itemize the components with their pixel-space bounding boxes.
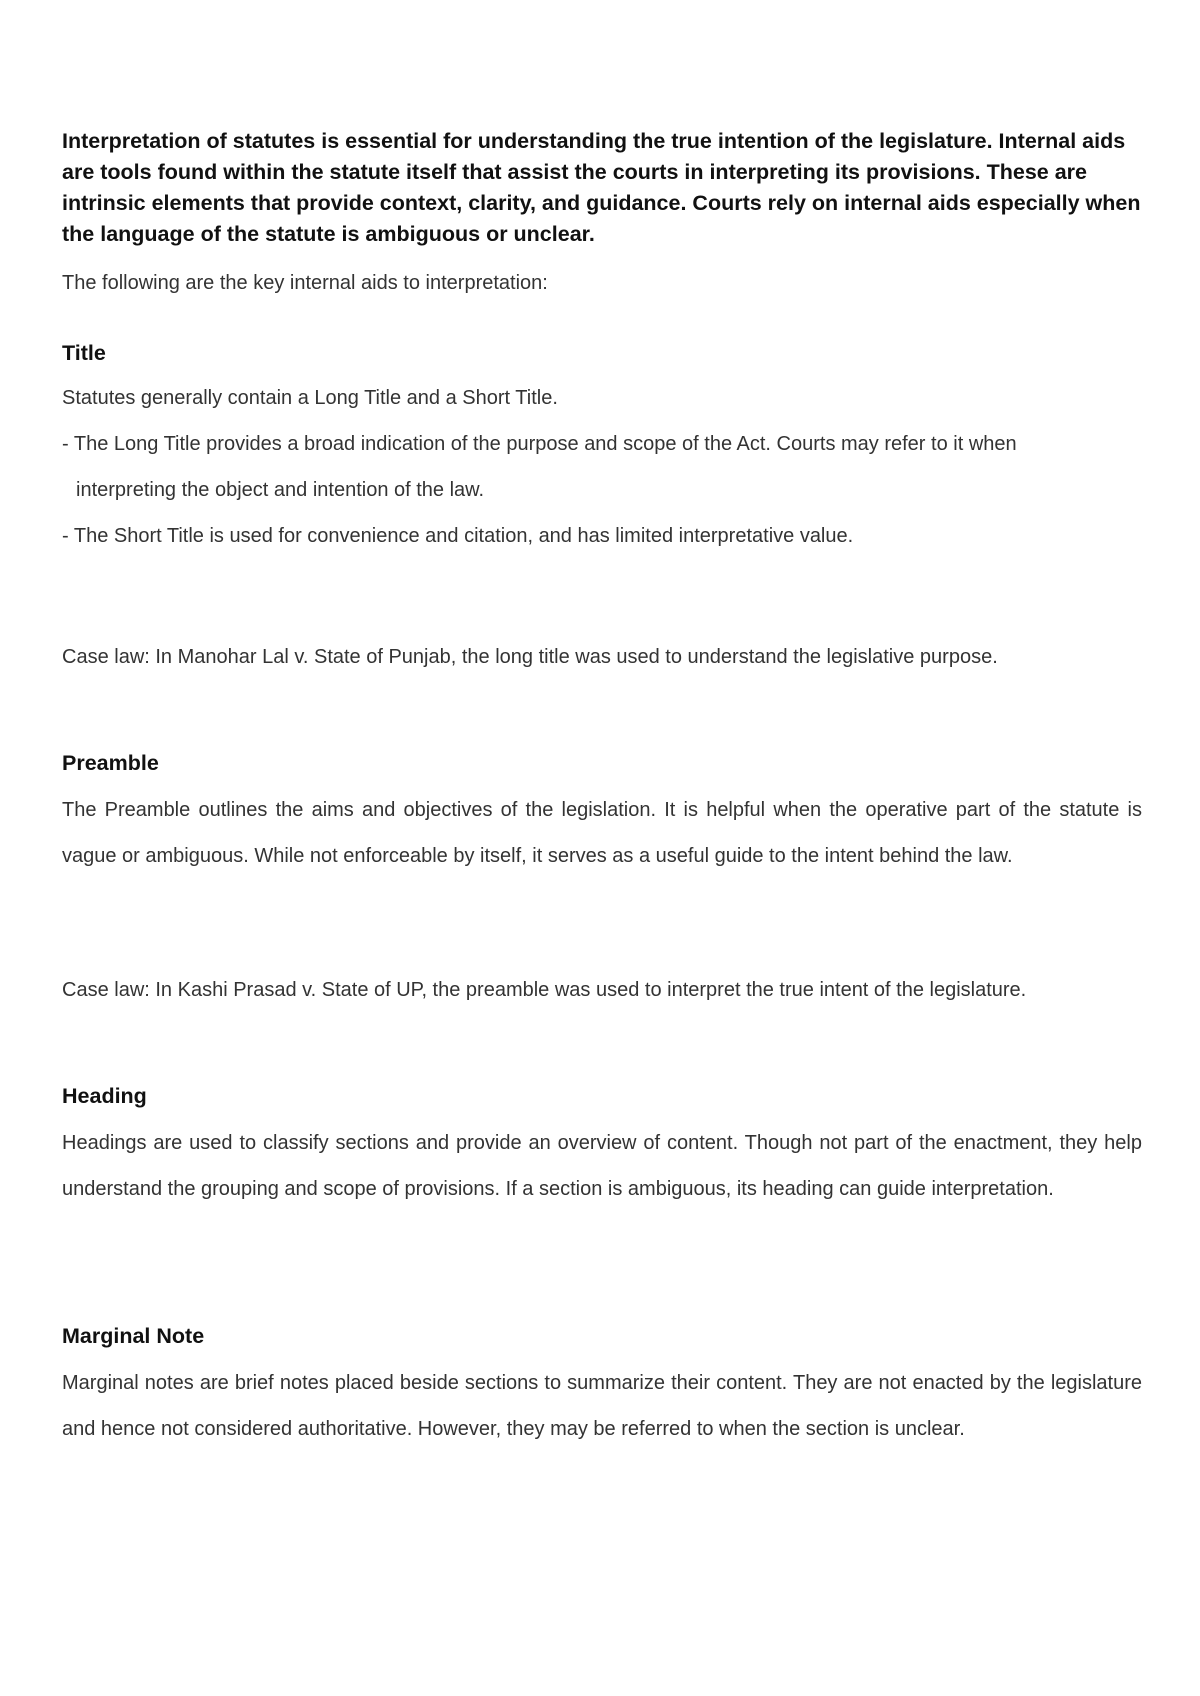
section-heading-preamble: Preamble [62,751,159,775]
section-body-preamble: The Preamble outlines the aims and objectives of the legislation. It is helpful when the operative part of the statute is vague or ambiguous. While not enforceable by itself, it serves as a useful guide to the intent behind the law. [62,799,1142,867]
case-law-preamble: Case law: In Kashi Prasad v. State of UP, the preamble was used to interpret the true intent of the legislature. [62,979,1027,1001]
case-law-title: Case law: In Manohar Lal v. State of Punjab, the long title was used to understand the legislative purpose. [62,646,998,668]
section-body-heading: Headings are used to classify sections and provide an overview of content. Though not part of the enactment, they help understand the grouping and scope of provisions. If a section is ambiguous, its heading can guide interpretation. [62,1132,1142,1200]
title-line-2: - The Long Title provides a broad indication of the purpose and scope of the Act. Courts may refer to it when [62,433,1017,455]
section-heading-marginal-note: Marginal Note [62,1324,205,1348]
title-line-1: Statutes generally contain a Long Title and a Short Title. [62,387,558,409]
section-body-marginal-note: Marginal notes are brief notes placed beside sections to summarize their content. They are not enacted by the legislature and hence not considered authoritative. However, they may be referred to when the section is unclear. [62,1372,1142,1440]
section-heading-title: Title [62,341,106,365]
lead-sentence: The following are the key internal aids to interpretation: [62,272,548,294]
title-line-3: interpreting the object and intention of the law. [76,479,485,501]
title-line-4: - The Short Title is used for convenience and citation, and has limited interpretative value. [62,525,854,547]
section-body-title [62,375,1142,559]
intro-paragraph: Interpretation of statutes is essential for understanding the true intention of the legislature. Internal aids are tools found within the statute itself that assist the courts in interpreting its provisions. These are intrinsic elements that provide context, clarity, and guidance. Courts rely on internal aids especially when the language of the statute is ambiguous or unclear. [62,129,1141,246]
section-heading-heading: Heading [62,1084,147,1108]
